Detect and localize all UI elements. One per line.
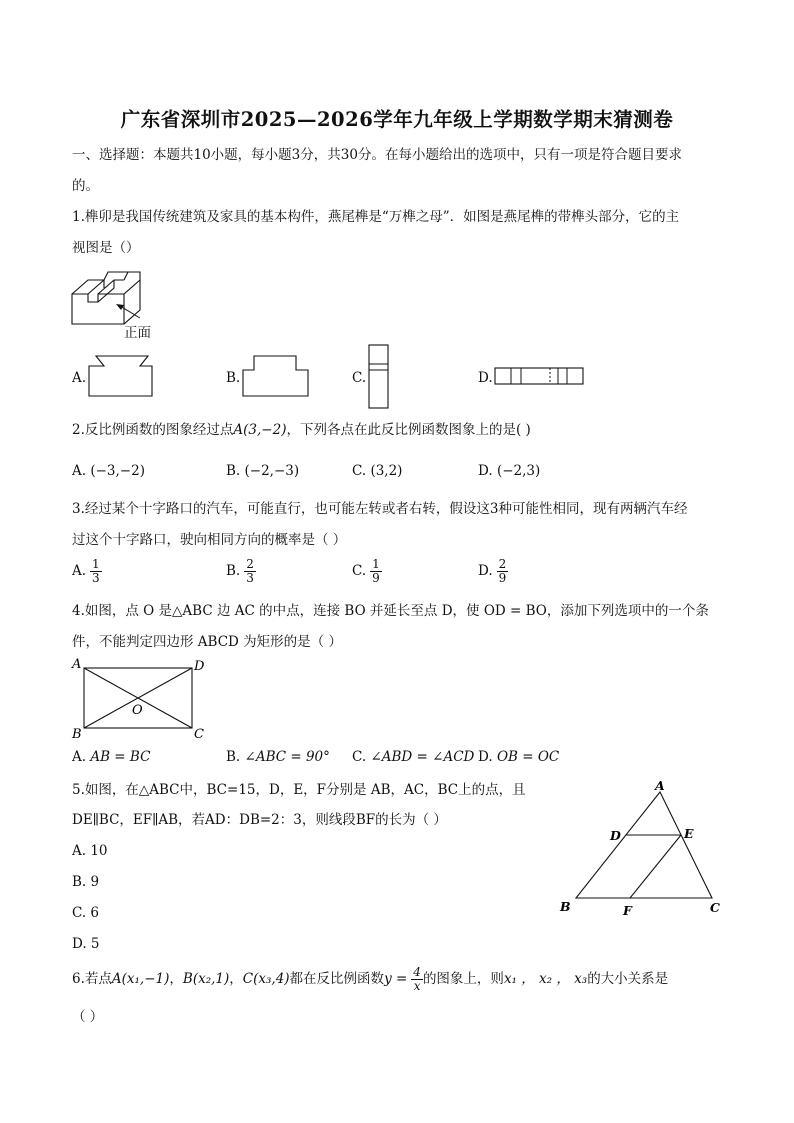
q5-stem-line1: 5.如图，在△ABC中，BC=15，D，E，F分别是 AB，AC，BC上的点，且 xyxy=(72,782,526,798)
q5-label-a: A xyxy=(655,778,665,793)
q3-stem-line1: 3.经过某个十字路口的汽车，可能直行，也可能左转或者右转，假设这3种可能性相同，现有两辆汽车经 xyxy=(72,501,688,517)
q3-option-b: B. $\frac{2}{3}$ xyxy=(226,557,254,585)
q2-stem xyxy=(72,421,531,439)
q5-triangle-figure xyxy=(556,778,726,920)
q5-label-d: D xyxy=(610,828,621,843)
q1-option-d-label: D. xyxy=(478,370,493,386)
q4-label-b: B xyxy=(72,727,82,742)
q5-label-b: B xyxy=(560,899,571,914)
q3-option-a-fraction: $\frac{1}{3}$ xyxy=(92,557,100,585)
q6-stem-line2: （ ） xyxy=(72,1009,104,1025)
q1-option-a-label: A. xyxy=(72,370,87,386)
q3-option-d: D. $\frac{2}{9}$ xyxy=(478,557,507,585)
q2-point: A(3,−2) xyxy=(233,422,287,438)
q6-point-b: B(x₂,1) xyxy=(182,971,230,987)
q5-option-b: B. 9 xyxy=(72,874,100,890)
q4-label-d: D xyxy=(194,659,205,674)
q1-option-d-shape xyxy=(494,367,586,387)
q4-stem-line1: 4.如图，点 O 是△ABC 边 AC 的中点，连接 BO 并延长至点 D，使 OD = BO，添加下列选项中的一个条 xyxy=(72,603,709,619)
page-title: 广东省深圳市2025—2026学年九年级上学期数学期末猜测卷 xyxy=(120,108,674,131)
q2-option-c: C. (3,2) xyxy=(352,463,403,479)
q3-stem-line2: 过这个十字路口，驶向相同方向的概率是（ ） xyxy=(72,532,347,548)
section-instructions-line2: 的。 xyxy=(72,178,99,194)
q6-point-a: A(x₁,−1) xyxy=(111,971,170,987)
q1-stem-line2: 视图是（） xyxy=(72,240,140,256)
q5-stem-line2: DE∥BC，EF∥AB，若AD：DB=2：3，则线段BF的长为（ ） xyxy=(72,812,447,828)
q1-figure-label-front: 正面 xyxy=(124,325,151,341)
q1-dovetail-figure xyxy=(68,266,168,346)
q2-option-b: B. (−2,−3) xyxy=(226,463,300,479)
q6-stem: 6.若点A(x₁,−1)，B(x₂,1)，C(x₃,4)都在反比例函数y = $\frac{4}{x}$ 的图象上，则x₁ ， x₂ ， x₃的大小关系是 xyxy=(72,965,669,993)
q4-label-c: C xyxy=(194,727,204,742)
section-instructions-line1: 一、选择题：本题共10小题，每小题3分，共30分。在每小题给出的选项中，只有一项是符合题目要求 xyxy=(72,147,682,163)
q4-option-a: A. AB = BC xyxy=(72,749,151,765)
q3-option-b-fraction: $\frac{2}{3}$ xyxy=(246,557,254,585)
q5-label-c: C xyxy=(710,900,720,915)
q1-option-a-shape xyxy=(88,354,154,398)
q1-option-b-shape xyxy=(242,354,310,398)
q3-option-d-fraction: $\frac{2}{9}$ xyxy=(498,557,507,585)
q4-label-o: O xyxy=(132,703,143,718)
q5-label-e: E xyxy=(684,826,694,841)
q2-option-a: A. (−3,−2) xyxy=(72,463,145,479)
q1-option-c-shape xyxy=(368,344,390,410)
q5-option-c: C. 6 xyxy=(72,905,100,921)
q4-option-c: C. ∠ABD = ∠ACD xyxy=(352,749,475,765)
q6-point-c: C(x₃,4) xyxy=(242,971,290,987)
q5-option-a: A. 10 xyxy=(72,843,108,859)
q4-option-b: B. ∠ABC = 90° xyxy=(226,749,330,765)
q4-rectangle-figure xyxy=(70,656,220,744)
q5-option-d: D. 5 xyxy=(72,936,100,952)
q1-stem-line1: 1.榫卯是我国传统建筑及家具的基本构件，燕尾榫是“万榫之母”．如图是燕尾榫的带榫头部分，它的主 xyxy=(72,209,680,225)
q4-option-d: D. OB = OC xyxy=(478,749,560,765)
q1-option-c-label: C. xyxy=(352,370,367,386)
q2-stem-end: ，下列各点在此反比例函数图象上的是( ) xyxy=(286,422,531,438)
q6-function: y = xyxy=(384,971,408,987)
q5-label-f: F xyxy=(623,903,632,918)
q1-option-b-label: B. xyxy=(226,370,241,386)
q3-option-c: C. $\frac{1}{9}$ xyxy=(352,557,380,585)
q4-stem-line2: 件，不能判定四边形 ABCD 为矩形的是（ ） xyxy=(72,634,342,650)
q3-option-a: A. $\frac{1}{3}$ xyxy=(72,557,100,585)
q6-function-fraction: $\frac{4}{x}$ xyxy=(413,965,421,993)
q2-option-d: D. (−2,3) xyxy=(478,463,541,479)
q6-variables: x₁ ， x₂ ， x₃ xyxy=(503,971,588,987)
q3-option-c-fraction: $\frac{1}{9}$ xyxy=(372,557,380,585)
q2-stem-start: 2.反比例函数的图象经过点 xyxy=(72,422,234,438)
q4-label-a: A xyxy=(72,657,82,672)
